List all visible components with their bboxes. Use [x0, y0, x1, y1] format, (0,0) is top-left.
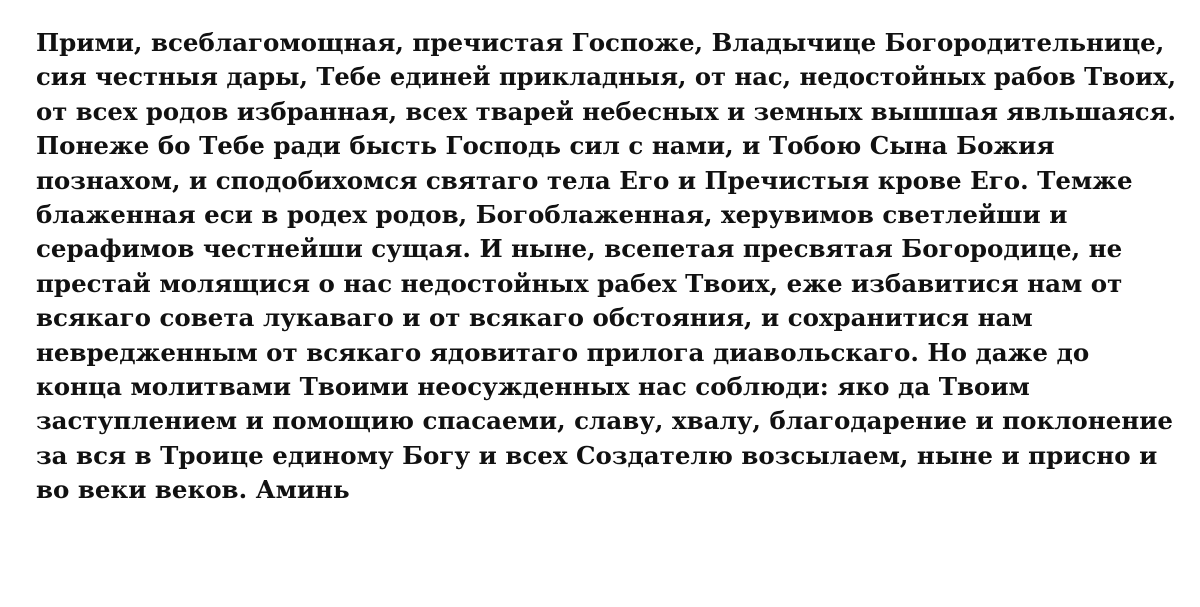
prayer-line-14: во веки веков. Аминь: [36, 475, 350, 505]
prayer-line-2: сия честныя дары, Тебе единей прикладныя, от нас, недостойных рабов Твоих,: [36, 62, 1177, 92]
prayer-line-6: блаженная еси в родех родов, Богоблаженная, херувимов светлейши и: [36, 200, 1068, 230]
prayer-line-9: всякаго совета лукаваго и от всякаго обстояния, и сохранитися нам: [36, 303, 1033, 333]
prayer-line-1: Прими, всеблагомощная, пречистая Госпоже, Владычице Богородительнице,: [36, 28, 1165, 57]
prayer-line-8: престай молящися о нас недостойных рабех Твоих, еже избавитися нам от: [36, 268, 1123, 298]
prayer-line-13: за вся в Троице единому Богу и всех Создателю возсылаем, ныне и присно и: [36, 440, 1158, 470]
prayer-line-7: серафимов честнейши сущая. И ныне, всепетая пресвятая Богородице, не: [36, 234, 1123, 264]
prayer-line-3: от всех родов избранная, всех тварей небесных и земных вышшая явльшаяся.: [36, 96, 1177, 126]
prayer-text: [36, 26, 1176, 508]
prayer-line-4: Понеже бо Тебе ради бысть Господь сил с нами, и Тобою Сына Божия: [36, 131, 1055, 161]
prayer-line-5: познахом, и сподобихомся святаго тела Его и Пречистыя крове Его. Темже: [36, 165, 1133, 195]
prayer-line-11: конца молитвами Твоими неосужденных нас соблюди: яко да Твоим: [36, 372, 1030, 402]
prayer-line-10: невредженным от всякаго ядовитаго прилога диавольскаго. Но даже до: [36, 337, 1090, 367]
prayer-line-12: заступлением и помощию спасаеми, славу, хвалу, благодарение и поклонение: [36, 406, 1173, 436]
